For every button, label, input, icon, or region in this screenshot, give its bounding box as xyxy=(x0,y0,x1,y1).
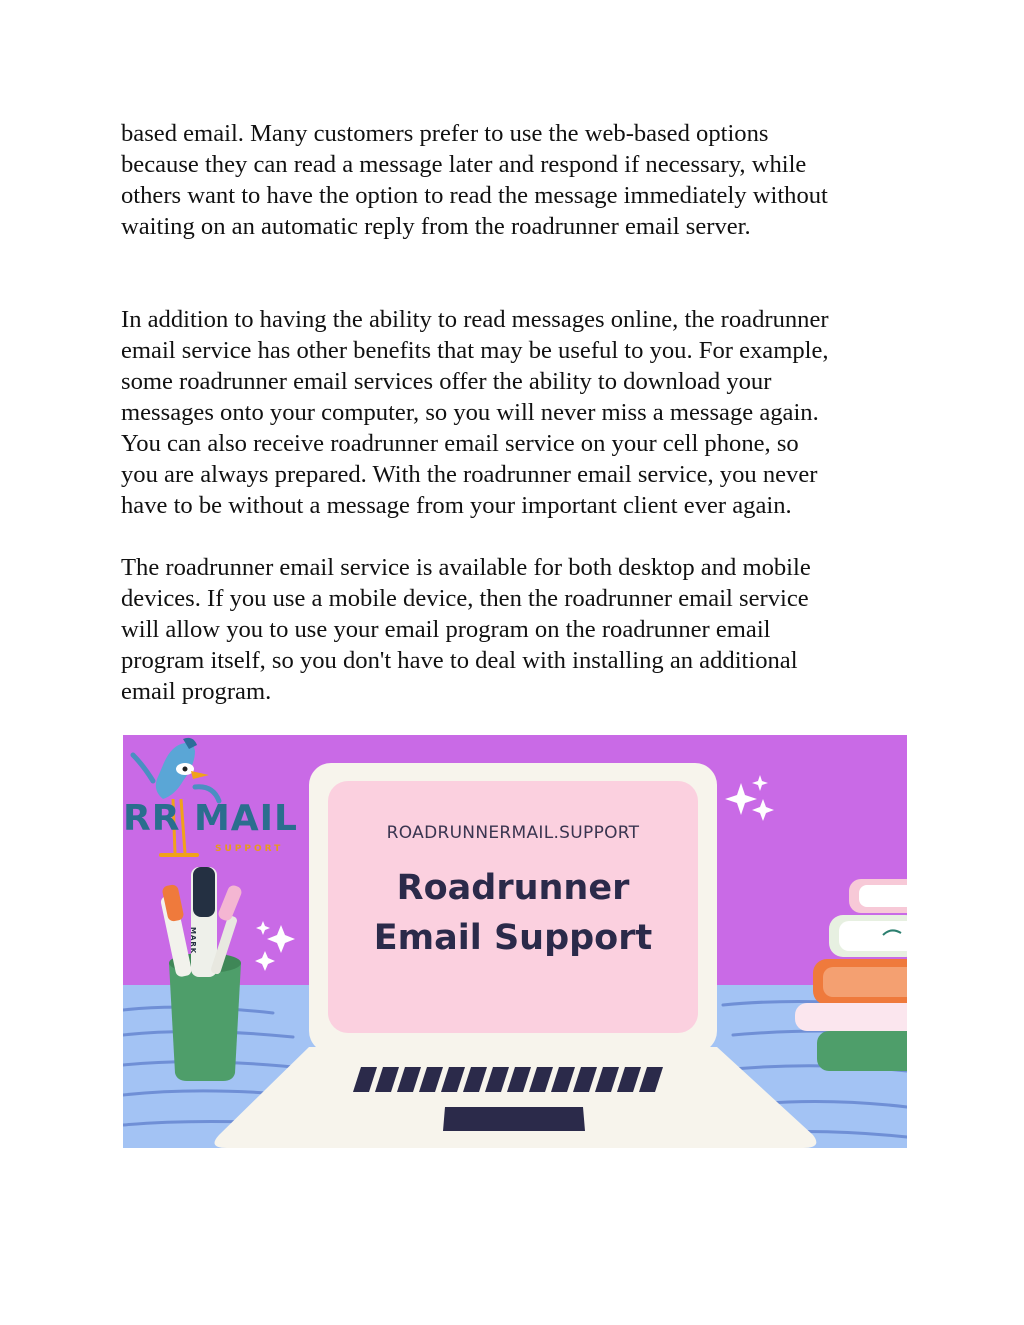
pen-cup xyxy=(169,963,241,1081)
screen-url-text: ROADRUNNERMAIL.SUPPORT xyxy=(386,823,640,843)
rrmail-logo-text: RR MAIL xyxy=(123,798,298,839)
screen-title-text: Roadrunner Email Support xyxy=(373,868,653,958)
paragraph-1: based email. Many customers prefer to use the web-based options because they can read a message later and respond if necessary, while others want to have the option to read the message immediately without waiting on an automatic reply from the roadrunner email server. xyxy=(121,120,828,240)
paragraph-2: In addition to having the ability to read messages online, the roadrunner email service has other benefits that may be useful to you. For example, some roadrunner email services offer the ability to download your messages onto your computer, so you will never miss a message again. You can also receive roadrunner email service on your cell phone, so you are always prepared. With the roadrunner email service, you never have to be without a message from your important client ever again. xyxy=(121,306,829,519)
rrmail-logo-subtext: SUPPORT xyxy=(215,844,284,854)
marker-label: MARK xyxy=(189,927,197,955)
roadrunner-banner-image xyxy=(123,735,907,1148)
laptop-base xyxy=(215,1047,817,1148)
paragraph-3: The roadrunner email service is available for both desktop and mobile devices. If you use a mobile device, then the roadrunner email service will allow you to use your email program on the roadrunner email program itself, so you don't have to deal with installing an additional email program. xyxy=(121,554,811,705)
document-body xyxy=(121,118,911,707)
